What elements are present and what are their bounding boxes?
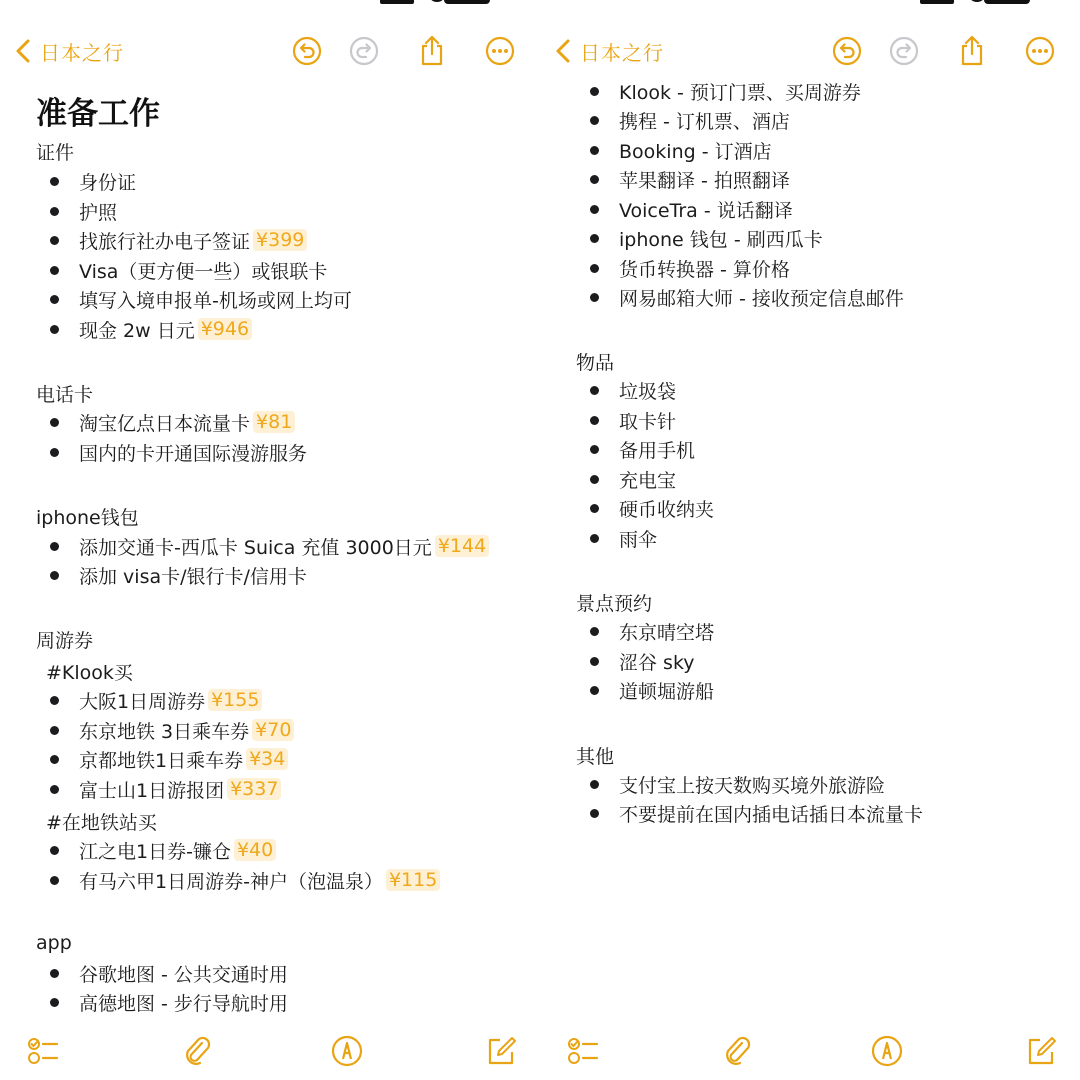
list-item[interactable]: 填写入境申报单-机场或网上均可	[50, 284, 352, 314]
bullet	[50, 726, 59, 735]
list-item[interactable]: 取卡针	[590, 405, 676, 435]
hashtag[interactable]: #Klook买	[46, 662, 133, 684]
bullet	[50, 177, 59, 186]
list-item[interactable]: 道顿堀游船	[590, 675, 714, 705]
markup-button[interactable]	[330, 1034, 364, 1068]
bullet	[590, 475, 599, 484]
list-item[interactable]: 备用手机	[590, 434, 695, 464]
list-item[interactable]: 江之电1日券-镰仓 ¥40	[50, 835, 276, 865]
share-icon	[415, 34, 449, 68]
more-button[interactable]	[1023, 34, 1057, 68]
list-item[interactable]: 雨伞	[590, 523, 657, 553]
paperclip-icon	[720, 1034, 754, 1068]
checklist-icon	[26, 1034, 60, 1068]
bullet	[50, 755, 59, 764]
bullet	[590, 416, 599, 425]
bullet	[590, 264, 599, 273]
status-icons	[380, 0, 490, 6]
list-item[interactable]: Booking - 订酒店	[590, 135, 772, 165]
section-heading: iphone钱包	[36, 507, 139, 529]
back-button[interactable]	[554, 34, 664, 68]
price-tag: ¥399	[253, 229, 307, 251]
bullet	[590, 504, 599, 513]
bullet	[50, 785, 59, 794]
list-item[interactable]: 涩谷 sky	[590, 646, 695, 676]
nav-bar	[0, 28, 540, 74]
list-item[interactable]: 京都地铁1日乘车券 ¥34	[50, 744, 288, 774]
back-button[interactable]	[14, 34, 124, 68]
more-button[interactable]	[483, 34, 517, 68]
paperclip-icon	[180, 1034, 214, 1068]
note-body[interactable]	[0, 80, 540, 1024]
section-heading: 其他	[576, 746, 615, 768]
price-tag: ¥115	[386, 869, 440, 891]
checklist-button[interactable]	[26, 1034, 60, 1068]
list-item[interactable]: 东京地铁 3日乘车券 ¥70	[50, 715, 294, 745]
section-heading: app	[36, 932, 72, 954]
markup-button[interactable]	[870, 1034, 904, 1068]
compose-icon	[1024, 1034, 1058, 1068]
redo-icon	[887, 34, 921, 68]
bullet	[50, 325, 59, 334]
bullet	[50, 846, 59, 855]
list-item[interactable]: 找旅行社办电子签证 ¥399	[50, 225, 307, 255]
section-heading: 周游券	[36, 630, 94, 652]
bullet	[590, 175, 599, 184]
price-tag: ¥34	[246, 748, 288, 770]
compose-icon	[484, 1034, 518, 1068]
chevron-left-icon	[554, 38, 572, 64]
bullet	[590, 234, 599, 243]
price-tag: ¥144	[435, 535, 489, 557]
list-item[interactable]: 谷歌地图 - 公共交通时用	[50, 958, 288, 988]
bullet	[590, 116, 599, 125]
list-item[interactable]: Klook - 预订门票、买周游券	[590, 80, 861, 106]
redo-icon	[347, 34, 381, 68]
bullet	[50, 876, 59, 885]
section-heading: 证件	[36, 142, 75, 164]
bottom-toolbar	[540, 1024, 1080, 1080]
list-item[interactable]: 国内的卡开通国际漫游服务	[50, 437, 307, 467]
bullet	[590, 205, 599, 214]
signal-icon	[920, 0, 954, 4]
pen-markup-icon	[870, 1034, 904, 1068]
checklist-button[interactable]	[566, 1034, 600, 1068]
bullet	[50, 696, 59, 705]
bullet	[590, 780, 599, 789]
compose-button[interactable]	[484, 1034, 518, 1068]
bullet	[590, 293, 599, 302]
back-label: 日本之行	[580, 40, 664, 65]
bullet	[590, 87, 599, 96]
battery-icon	[984, 0, 1030, 4]
battery-icon	[444, 0, 490, 4]
list-item[interactable]: 充电宝	[590, 464, 676, 494]
bullet	[50, 998, 59, 1007]
list-item[interactable]: 东京晴空塔	[590, 616, 714, 646]
bullet	[50, 969, 59, 978]
bullet	[50, 207, 59, 216]
bullet	[50, 295, 59, 304]
bullet	[590, 534, 599, 543]
undo-icon	[290, 34, 324, 68]
note-title: 准备工作	[36, 96, 160, 132]
share-icon	[955, 34, 989, 68]
share-button[interactable]	[955, 34, 989, 68]
list-item[interactable]: 高德地图 - 步行导航时用	[50, 987, 288, 1017]
list-item[interactable]: 苹果翻译 - 拍照翻译	[590, 164, 790, 194]
list-item[interactable]: 携程 - 订机票、酒店	[590, 105, 790, 135]
pen-markup-icon	[330, 1034, 364, 1068]
redo-button[interactable]	[347, 34, 381, 68]
bullet	[590, 686, 599, 695]
bullet	[590, 627, 599, 636]
undo-button[interactable]	[290, 34, 324, 68]
status-icons	[920, 0, 1030, 6]
status-bar	[540, 0, 1080, 14]
bullet	[50, 542, 59, 551]
price-tag: ¥946	[198, 318, 252, 340]
list-item[interactable]: 富士山1日游报团 ¥337	[50, 774, 281, 804]
list-item[interactable]: iphone 钱包 - 刷西瓜卡	[590, 223, 823, 253]
chevron-left-icon	[14, 38, 32, 64]
section-heading: 物品	[576, 352, 615, 374]
list-item[interactable]: 添加 visa卡/银行卡/信用卡	[50, 560, 307, 590]
compose-button[interactable]	[1024, 1034, 1058, 1068]
nav-bar	[540, 28, 1080, 74]
list-item[interactable]: 网易邮箱大师 - 接收预定信息邮件	[590, 282, 904, 312]
back-label: 日本之行	[40, 40, 124, 65]
bullet	[50, 418, 59, 427]
bullet	[50, 571, 59, 580]
bullet	[590, 386, 599, 395]
list-item[interactable]: 垃圾袋	[590, 375, 676, 405]
list-item[interactable]: Visa（更方便一些）或银联卡	[50, 255, 327, 285]
bullet	[590, 146, 599, 155]
more-icon	[1023, 34, 1057, 68]
redo-button[interactable]	[887, 34, 921, 68]
undo-button[interactable]	[830, 34, 864, 68]
section-heading: 电话卡	[36, 384, 94, 406]
section-heading: 景点预约	[576, 593, 653, 615]
list-item[interactable]: 支付宝上按天数购买境外旅游险	[590, 769, 885, 799]
bullet	[590, 809, 599, 818]
price-tag: ¥155	[208, 689, 262, 711]
price-tag: ¥40	[234, 839, 276, 861]
signal-icon	[380, 0, 414, 4]
checklist-icon	[566, 1034, 600, 1068]
bullet	[590, 657, 599, 666]
list-item[interactable]: 身份证	[50, 166, 136, 196]
bullet	[590, 445, 599, 454]
hashtag[interactable]: #在地铁站买	[46, 812, 157, 834]
attach-button[interactable]	[180, 1034, 214, 1068]
list-item[interactable]: 有马六甲1日周游券-神户（泡温泉） ¥115	[50, 865, 440, 895]
bullet	[50, 236, 59, 245]
bullet	[50, 266, 59, 275]
list-item[interactable]: 硬币收纳夹	[590, 493, 714, 523]
share-button[interactable]	[415, 34, 449, 68]
more-icon	[483, 34, 517, 68]
bullet	[50, 448, 59, 457]
price-tag: ¥337	[227, 778, 281, 800]
price-tag: ¥70	[252, 719, 294, 741]
note-pane-right	[540, 0, 1080, 1080]
bottom-toolbar	[0, 1024, 540, 1080]
attach-button[interactable]	[720, 1034, 754, 1068]
list-item[interactable]: 现金 2w 日元 ¥946	[50, 314, 252, 344]
list-item[interactable]: 添加交通卡-西瓜卡 Suica 充值 3000日元 ¥144	[50, 531, 489, 561]
note-body[interactable]	[540, 80, 1080, 1024]
list-item[interactable]: 不要提前在国内插电话插日本流量卡	[590, 798, 923, 828]
status-bar	[0, 0, 540, 14]
list-item[interactable]: 护照	[50, 196, 117, 226]
list-item[interactable]: 货币转换器 - 算价格	[590, 253, 790, 283]
price-tag: ¥81	[253, 411, 295, 433]
list-item[interactable]: 淘宝亿点日本流量卡 ¥81	[50, 407, 295, 437]
undo-icon	[830, 34, 864, 68]
list-item[interactable]: VoiceTra - 说话翻译	[590, 194, 793, 224]
list-item[interactable]: 大阪1日周游券 ¥155	[50, 685, 262, 715]
